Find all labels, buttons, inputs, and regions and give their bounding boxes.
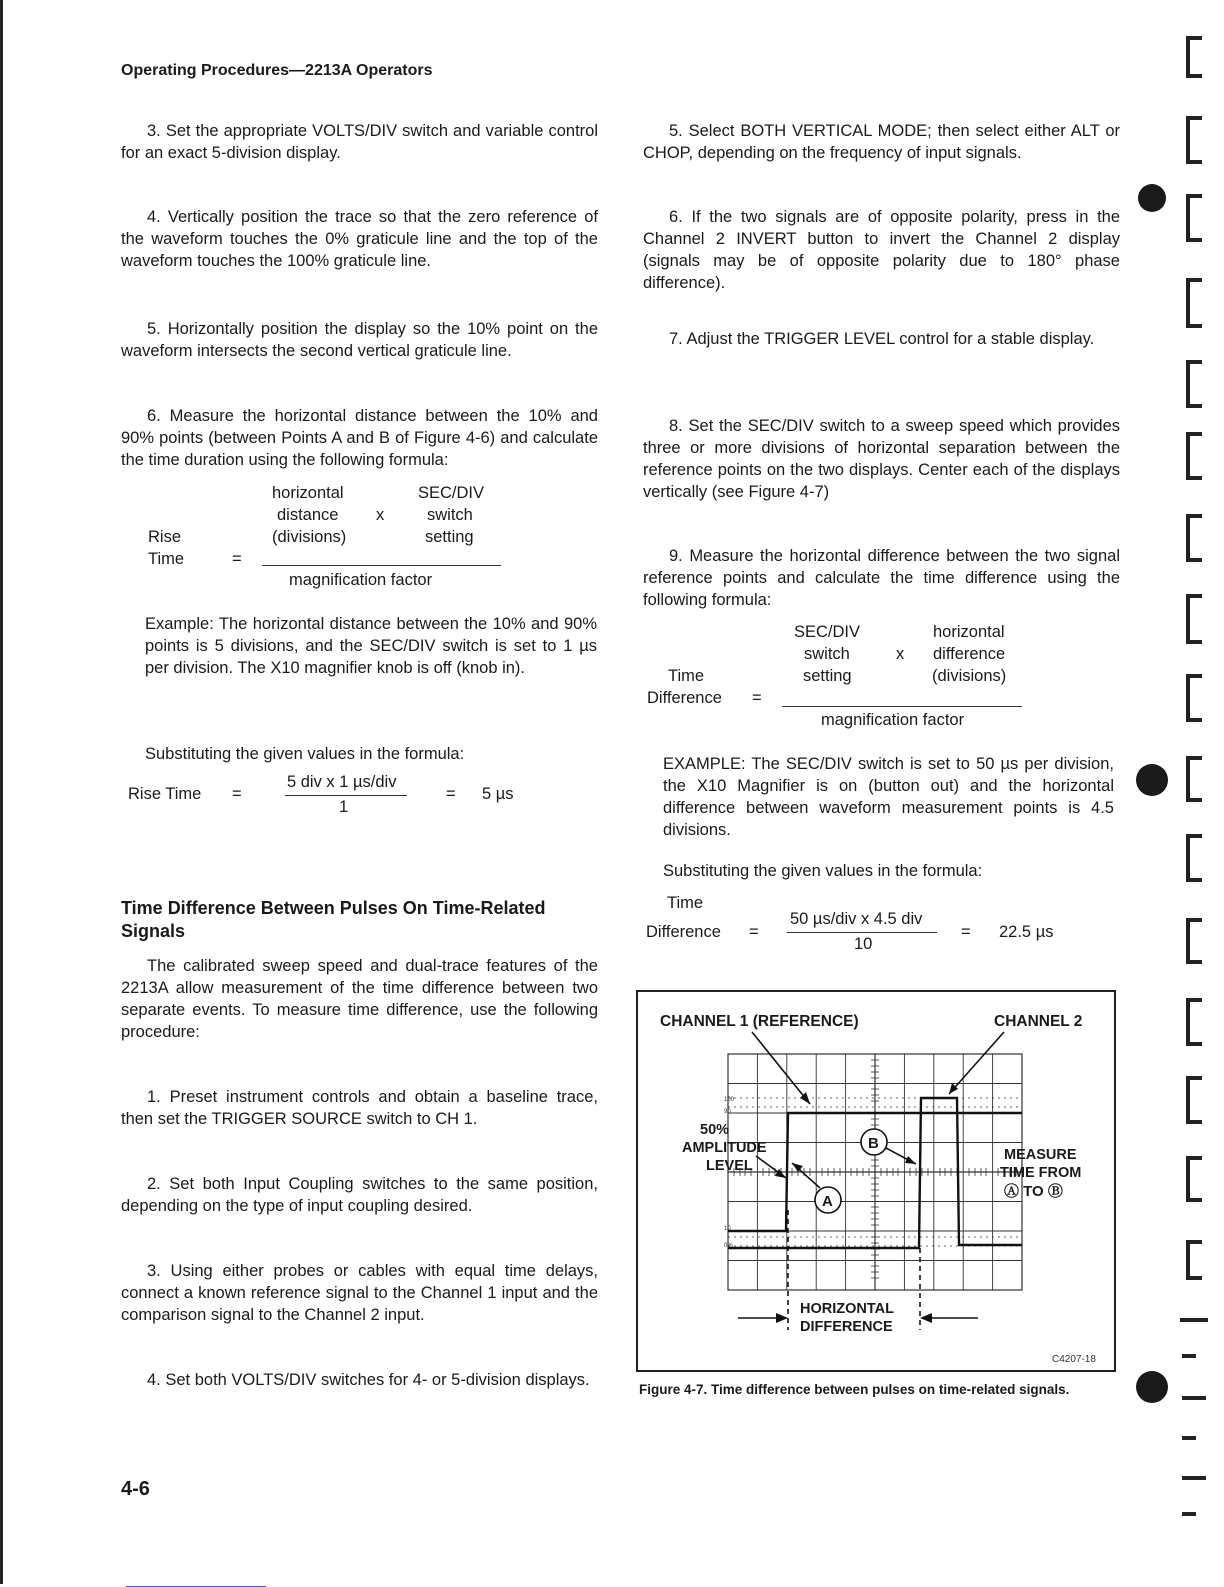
binding-brackets	[1188, 38, 1202, 1278]
running-header: Operating Procedures—2213A Operators	[121, 62, 433, 79]
measure-label-line2: TIME FROM	[1000, 1165, 1082, 1181]
binding-marks	[1130, 30, 1224, 1570]
left-stepb-1: 1. Preset instrument controls and obtain a baseline trace, then set the TRIGGER SOURCE switch to CH 1.	[121, 1088, 598, 1128]
section-intro: The calibrated sweep speed and dual-trace features of the 2213A allow measurement of the time difference between two separate events. To measure time difference, use the following procedure:	[121, 957, 598, 1041]
measure-label-line1: MEASURE	[1004, 1147, 1077, 1163]
right-substituting: Substituting the given values in the formula:	[663, 862, 983, 880]
channel1-label: CHANNEL 1 (REFERENCE)	[660, 1013, 859, 1030]
scan-left-edge	[0, 0, 3, 1584]
left-step-6: 6. Measure the horizontal distance between the 10% and 90% points (between Points A and B of Figure 4-6) and calculate the time duration using the following formula:	[121, 407, 598, 469]
point-b-letter: B	[868, 1135, 879, 1152]
figure-caption: Figure 4-7. Time difference between pulses on time-related signals.	[639, 1382, 1070, 1397]
left-step-4: 4. Vertically position the trace so that the zero reference of the waveform touches the 0% graticule line and the top of the waveform touches the 100% graticule line.	[121, 208, 598, 270]
right-step-8: 8. Set the SEC/DIV switch to a sweep speed which provides three or more divisions of horizontal separation between the reference points on the two displays. Center each of the displays vertically (see Figure 4-7)	[643, 417, 1120, 501]
left-stepb-4: 4. Set both VOLTS/DIV switches for 4- or 5-division displays.	[147, 1371, 590, 1389]
graticule-90-label: 90	[724, 1109, 731, 1115]
time-example-bar	[787, 932, 937, 933]
binding-dashes	[1180, 1320, 1208, 1514]
amplitude-label-line1: 50%	[700, 1122, 730, 1138]
punch-holes	[1136, 184, 1168, 1403]
right-step-7: 7. Adjust the TRIGGER LEVEL control for a stable display.	[669, 330, 1095, 348]
figure-4-7-box	[636, 990, 1116, 1372]
graticule-10-label: 10	[724, 1226, 731, 1232]
graticule	[728, 1054, 1022, 1290]
rise-fraction-bar	[262, 565, 501, 566]
horizontal-difference-line2: DIFFERENCE	[800, 1319, 893, 1335]
amplitude-label-line3: LEVEL	[706, 1158, 753, 1174]
right-example: EXAMPLE: The SEC/DIV switch is set to 50 µs per division, the X10 Magnifier is on (button out) and the horizontal difference between waveform measurement points is 4.5 divisions.	[663, 755, 1114, 839]
rise-example-bar	[285, 795, 407, 796]
left-step-3: 3. Set the appropriate VOLTS/DIV switch and variable control for an exact 5-division display.	[121, 122, 598, 162]
left-stepb-2: 2. Set both Input Coupling switches to the same position, depending on the type of input coupling desired.	[121, 1175, 598, 1215]
amplitude-label-line2: AMPLITUDE	[682, 1140, 767, 1156]
figure-diagram	[638, 992, 1114, 1370]
right-step-9: 9. Measure the horizontal difference between the two signal reference points and calculate the time difference using the following formula:	[643, 547, 1120, 609]
measure-label-line3: Ⓐ TO Ⓑ	[1004, 1183, 1063, 1200]
graticule-100-label: 100	[724, 1097, 735, 1103]
horizontal-difference-line1: HORIZONTAL	[800, 1301, 894, 1317]
right-step-5: 5. Select BOTH VERTICAL MODE; then select either ALT or CHOP, depending on the frequency of input signals.	[643, 122, 1120, 162]
figure-id: C4207-18	[1052, 1354, 1096, 1365]
page-number: 4-6	[121, 1478, 150, 1500]
section-heading: Time Difference Between Pulses On Time-Related Signals	[121, 898, 546, 941]
left-stepb-3: 3. Using either probes or cables with equal time delays, connect a known reference signal to the Channel 1 input and the comparison signal to the Channel 2 input.	[121, 1262, 598, 1324]
right-step-6: 6. If the two signals are of opposite polarity, press in the Channel 2 INVERT button to invert the Channel 2 display (signals may be of opposite polarity due to 180° phase difference).	[643, 208, 1121, 292]
graticule-0-label: 0%	[724, 1243, 733, 1249]
point-a-letter: A	[822, 1193, 833, 1210]
time-fraction-bar	[782, 706, 1022, 707]
left-step-5: 5. Horizontally position the display so the 10% point on the waveform intersects the second vertical graticule line.	[121, 320, 598, 360]
left-substituting: Substituting the given values in the formula:	[145, 745, 465, 763]
channel2-label: CHANNEL 2	[994, 1013, 1083, 1030]
left-example: Example: The horizontal distance between the 10% and 90% points is 5 divisions, and the SEC/DIV switch is set to 1 µs per division. The X10 magnifier knob is off (knob in).	[145, 615, 597, 677]
